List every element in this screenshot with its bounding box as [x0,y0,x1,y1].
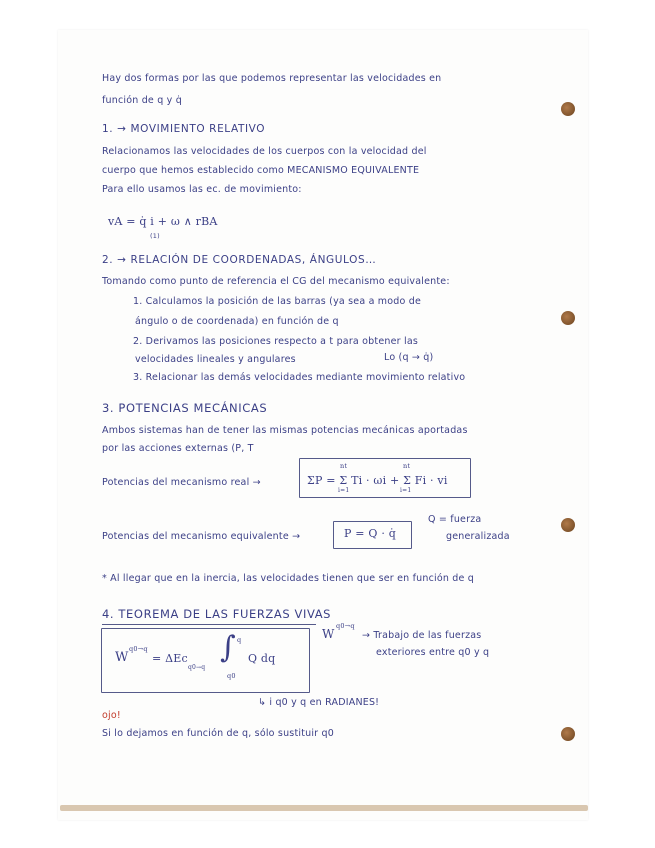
work-note-superscript: q0→q [336,622,355,630]
intro-line-1: Hay dos formas por las que podemos representar las velocidades en [102,73,442,84]
section-4-title: 4. TEOREMA DE LAS FUERZAS VIVAS [102,607,332,621]
section-2-lead: Tomando como punto de referencia el CG del mecanismo equivalente: [102,276,450,287]
real-eq-sum-bottom: i=1 [338,487,350,494]
work-symbol: W [115,650,129,665]
section-2-title: 2. → RELACIÓN DE COORDENADAS, ÁNGULOS… [102,254,377,266]
binder-hole-icon [561,518,575,532]
section-1-title: 1. → MOVIMIENTO RELATIVO [102,123,266,135]
section-3-line-1: Ambos sistemas han de tener las mismas potencias mecánicas aportadas [102,425,468,436]
intro-line-2: función de q y q̇ [102,95,182,106]
integral-lower-limit: q0 [227,672,236,680]
integral-sign-icon: ∫ [220,630,236,665]
integral-body: Q dq [248,652,276,665]
final-line: Si lo dejamos en función de q, sólo sustituir q0 [102,728,334,739]
relative-motion-equation: vA = q̇ i + ω ∧ rBA [108,215,218,228]
equivalent-power-equation: P = Q · q̇ [344,527,396,540]
work-note-line-1: → Trabajo de las fuerzas [362,630,482,641]
page-bottom-edge [60,805,588,811]
equation-subscript: (1) [150,232,160,240]
section-3-title: 3. POTENCIAS MECÁNICAS [102,401,268,415]
kinetic-energy-subscript: q0→q [188,664,206,671]
work-note-symbol: W [322,627,335,641]
work-superscript: q0→q [129,645,148,653]
generalized-force-note-1: Q = fuerza [428,514,482,525]
ojo-note: ojo! [102,710,121,721]
inertia-note: * Al llegar que en la inercia, las velocidades tienen que ser en función de q [102,573,475,584]
real-eq-sum-bottom-2: i=1 [400,487,412,494]
section-2-item-2c: Lo (q → q̇) [384,352,434,363]
real-mechanism-label: Potencias del mecanismo real → [102,477,261,488]
section-2-item-2a: 2. Derivamos las posiciones respecto a t para obtener las [133,336,418,347]
real-power-equation: ΣP = Σ Ti · ωi + Σ Fi · vi [307,474,448,487]
generalized-force-note-2: generalizada [446,531,510,542]
kinetic-energy-change: = ΔEc [152,652,188,665]
section-1-line-1: Relacionamos las velocidades de los cuerpos con la velocidad del [102,146,427,157]
section-2-item-2b: velocidades lineales y angulares [135,354,296,365]
section-4-title-underline [102,624,316,625]
section-1-line-2: cuerpo que hemos establecido como MECANISMO EQUIVALENTE [102,165,420,176]
binder-hole-icon [561,102,575,116]
binder-hole-icon [561,311,575,325]
work-note-line-2: exteriores entre q0 y q [376,647,490,658]
section-2-item-1a: 1. Calculamos la posición de las barras (ya sea a modo de [133,296,422,307]
real-eq-sum-top-2: nt [403,462,411,470]
real-eq-sum-top: nt [340,462,348,470]
binder-hole-icon [561,727,575,741]
radians-note: ↳ i q0 y q en RADIANES! [258,697,380,708]
section-2-item-3: 3. Relacionar las demás velocidades mediante movimiento relativo [133,372,466,383]
equivalent-mechanism-label: Potencias del mecanismo equivalente → [102,531,301,542]
section-2-item-1b: ángulo o de coordenada) en función de q [135,316,339,327]
integral-upper-limit: q [237,636,242,644]
section-3-line-2: por las acciones externas (P, T [102,443,254,454]
work-energy-equation-box [101,628,310,693]
section-1-line-3: Para ello usamos las ec. de movimiento: [102,184,302,195]
